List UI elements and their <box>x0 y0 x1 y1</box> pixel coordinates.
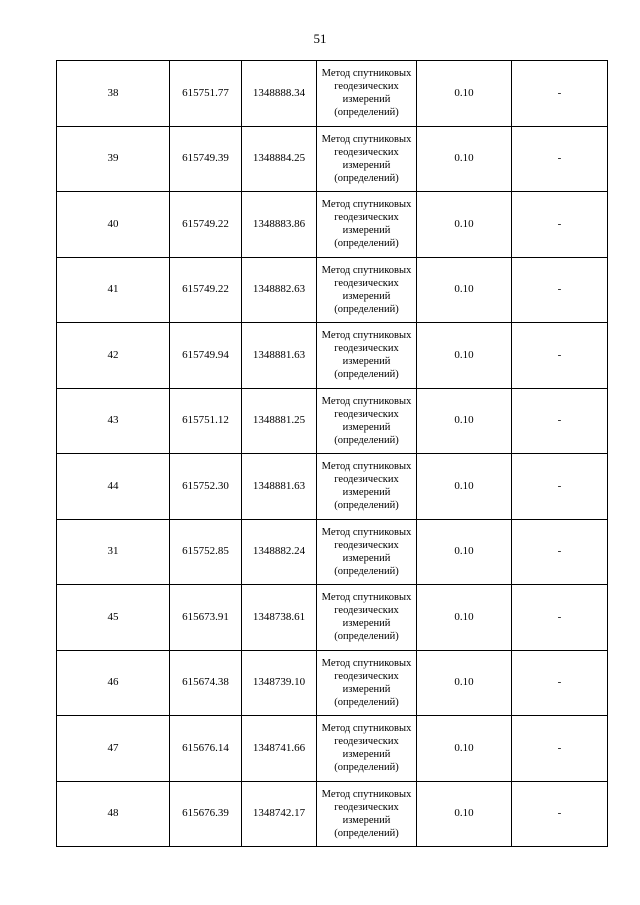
y-coordinate-cell: 1348881.25 <box>242 388 317 454</box>
point-number-cell: 46 <box>57 650 170 716</box>
y-coordinate-cell: 1348883.86 <box>242 192 317 258</box>
point-number-cell: 45 <box>57 585 170 651</box>
method-cell: Метод спутниковых геодезических измерений (определений) <box>317 257 417 323</box>
x-coordinate-cell: 615751.12 <box>170 388 242 454</box>
x-coordinate-cell: 615752.30 <box>170 454 242 520</box>
point-number-cell: 40 <box>57 192 170 258</box>
note-cell: - <box>512 650 608 716</box>
accuracy-cell: 0.10 <box>417 323 512 389</box>
x-coordinate-cell: 615673.91 <box>170 585 242 651</box>
x-coordinate-cell: 615749.22 <box>170 257 242 323</box>
method-cell: Метод спутниковых геодезических измерений (определений) <box>317 192 417 258</box>
table-row <box>57 519 608 585</box>
table-row <box>57 61 608 127</box>
note-cell: - <box>512 585 608 651</box>
point-number-cell: 38 <box>57 61 170 127</box>
accuracy-cell: 0.10 <box>417 388 512 454</box>
y-coordinate-cell: 1348881.63 <box>242 323 317 389</box>
method-cell: Метод спутниковых геодезических измерений (определений) <box>317 585 417 651</box>
x-coordinate-cell: 615751.77 <box>170 61 242 127</box>
point-number-cell: 31 <box>57 519 170 585</box>
table-row <box>57 781 608 847</box>
table-row <box>57 257 608 323</box>
accuracy-cell: 0.10 <box>417 519 512 585</box>
method-cell: Метод спутниковых геодезических измерений (определений) <box>317 323 417 389</box>
x-coordinate-cell: 615752.85 <box>170 519 242 585</box>
point-number-cell: 41 <box>57 257 170 323</box>
note-cell: - <box>512 192 608 258</box>
table-row <box>57 585 608 651</box>
point-number-cell: 43 <box>57 388 170 454</box>
y-coordinate-cell: 1348888.34 <box>242 61 317 127</box>
table-row <box>57 388 608 454</box>
table-row <box>57 716 608 782</box>
note-cell: - <box>512 257 608 323</box>
method-cell: Метод спутниковых геодезических измерений (определений) <box>317 716 417 782</box>
note-cell: - <box>512 781 608 847</box>
method-cell: Метод спутниковых геодезических измерений (определений) <box>317 454 417 520</box>
point-number-cell: 44 <box>57 454 170 520</box>
y-coordinate-cell: 1348881.63 <box>242 454 317 520</box>
point-number-cell: 42 <box>57 323 170 389</box>
y-coordinate-cell: 1348882.24 <box>242 519 317 585</box>
note-cell: - <box>512 61 608 127</box>
method-cell: Метод спутниковых геодезических измерений (определений) <box>317 61 417 127</box>
point-number-cell: 48 <box>57 781 170 847</box>
point-number-cell: 39 <box>57 126 170 192</box>
page-number: 51 <box>313 31 327 46</box>
y-coordinate-cell: 1348884.25 <box>242 126 317 192</box>
x-coordinate-cell: 615676.14 <box>170 716 242 782</box>
method-cell: Метод спутниковых геодезических измерений (определений) <box>317 388 417 454</box>
note-cell: - <box>512 126 608 192</box>
table-row <box>57 192 608 258</box>
note-cell: - <box>512 388 608 454</box>
x-coordinate-cell: 615749.22 <box>170 192 242 258</box>
accuracy-cell: 0.10 <box>417 716 512 782</box>
accuracy-cell: 0.10 <box>417 126 512 192</box>
note-cell: - <box>512 454 608 520</box>
point-number-cell: 47 <box>57 716 170 782</box>
note-cell: - <box>512 716 608 782</box>
note-cell: - <box>512 519 608 585</box>
x-coordinate-cell: 615749.39 <box>170 126 242 192</box>
accuracy-cell: 0.10 <box>417 781 512 847</box>
table-row <box>57 323 608 389</box>
method-cell: Метод спутниковых геодезических измерений (определений) <box>317 781 417 847</box>
method-cell: Метод спутниковых геодезических измерений (определений) <box>317 519 417 585</box>
coordinates-table <box>56 60 608 847</box>
accuracy-cell: 0.10 <box>417 192 512 258</box>
x-coordinate-cell: 615676.39 <box>170 781 242 847</box>
y-coordinate-cell: 1348742.17 <box>242 781 317 847</box>
table-row <box>57 650 608 716</box>
x-coordinate-cell: 615749.94 <box>170 323 242 389</box>
accuracy-cell: 0.10 <box>417 454 512 520</box>
y-coordinate-cell: 1348739.10 <box>242 650 317 716</box>
y-coordinate-cell: 1348738.61 <box>242 585 317 651</box>
accuracy-cell: 0.10 <box>417 585 512 651</box>
accuracy-cell: 0.10 <box>417 650 512 716</box>
coordinates-table-body <box>57 61 608 847</box>
accuracy-cell: 0.10 <box>417 257 512 323</box>
note-cell: - <box>512 323 608 389</box>
table-row <box>57 454 608 520</box>
y-coordinate-cell: 1348741.66 <box>242 716 317 782</box>
method-cell: Метод спутниковых геодезических измерений (определений) <box>317 126 417 192</box>
y-coordinate-cell: 1348882.63 <box>242 257 317 323</box>
method-cell: Метод спутниковых геодезических измерений (определений) <box>317 650 417 716</box>
table-row <box>57 126 608 192</box>
accuracy-cell: 0.10 <box>417 61 512 127</box>
x-coordinate-cell: 615674.38 <box>170 650 242 716</box>
